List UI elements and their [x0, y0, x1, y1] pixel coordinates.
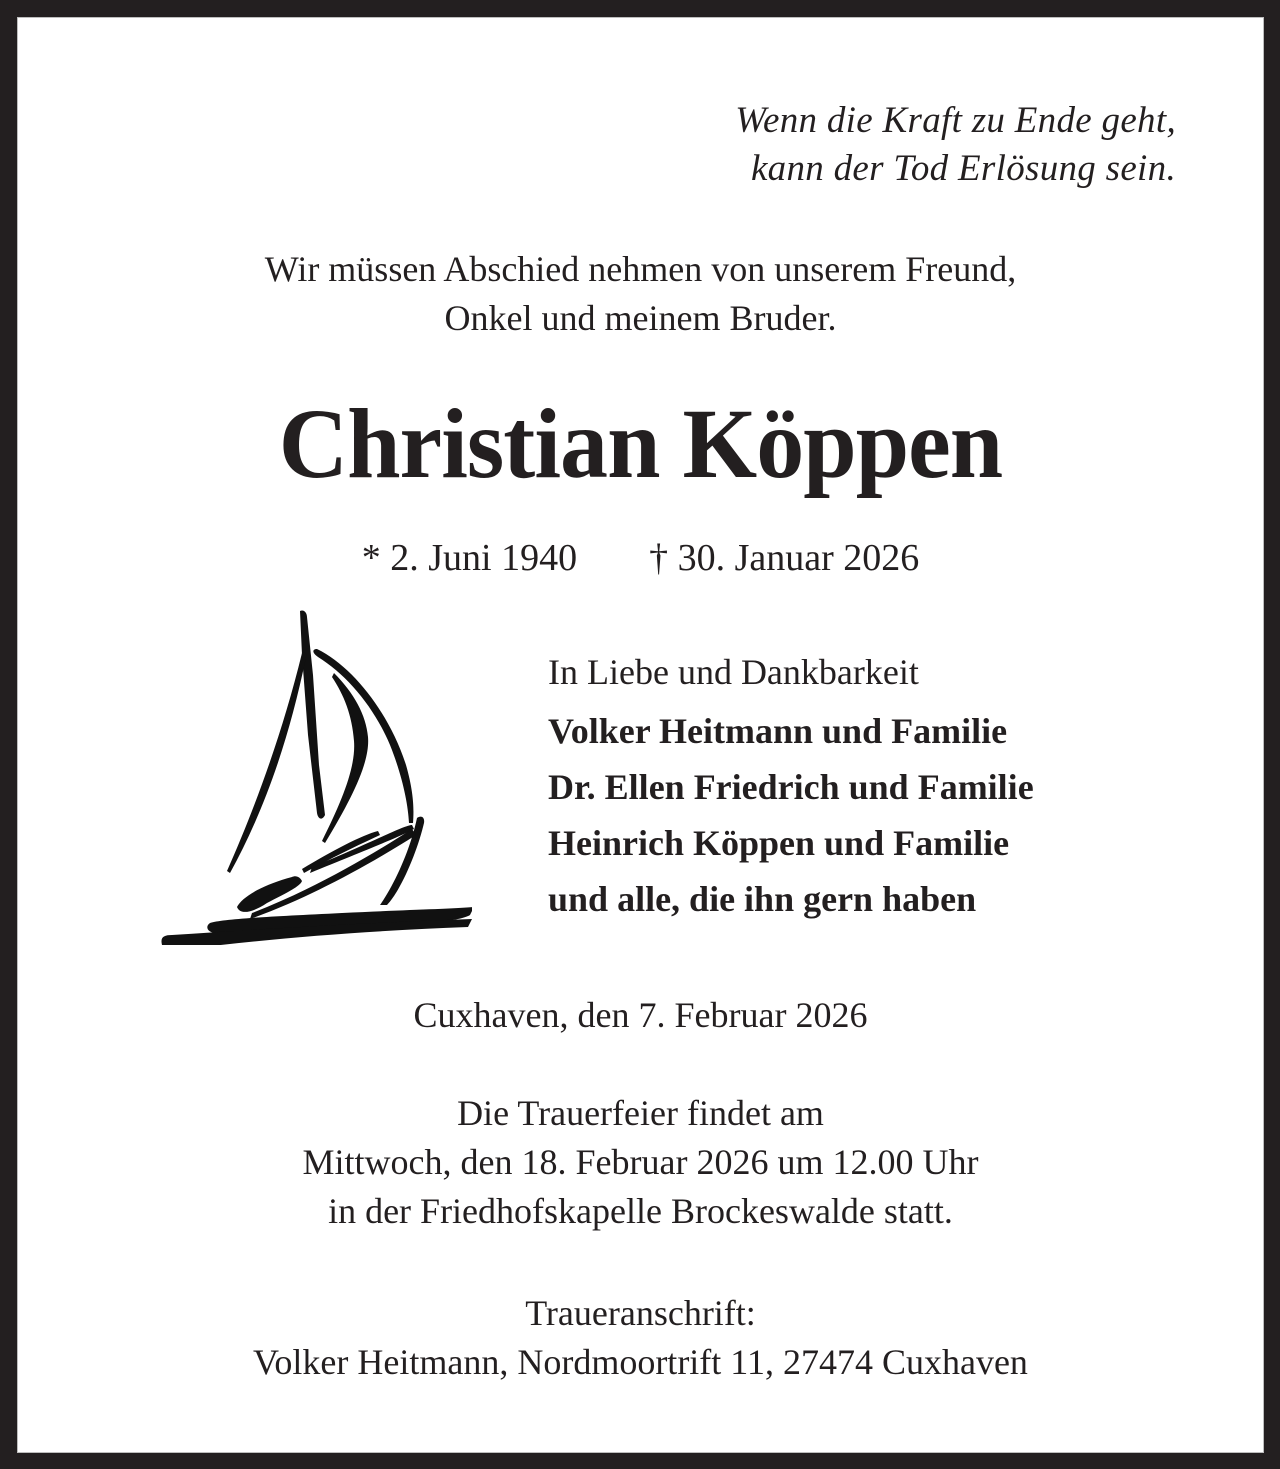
motto-quote	[735, 97, 1176, 193]
family-member: Dr. Ellen Friedrich und Familie	[548, 767, 1034, 807]
deceased-name: Christian Köppen	[278, 388, 1003, 499]
address-value: Volker Heitmann, Nordmoortrift 11, 27474 Cuxhaven	[253, 1342, 1028, 1382]
family-block	[548, 647, 1034, 927]
death-date: † 30. Januar 2026	[649, 537, 920, 579]
motto-line: Wenn die Kraft zu Ende geht,	[735, 100, 1176, 141]
intro-line: Onkel und meinem Bruder.	[444, 298, 837, 338]
address-label: Traueranschrift:	[525, 1293, 756, 1333]
family-member: Heinrich Köppen und Familie	[548, 823, 1010, 863]
place-date: Cuxhaven, den 7. Februar 2026	[413, 995, 868, 1035]
family-lead: In Liebe und Dankbarkeit	[548, 652, 919, 692]
sailboat-icon	[142, 605, 472, 945]
ceremony-line: Die Trauerfeier findet am	[457, 1093, 824, 1133]
ceremony-info	[17, 1089, 1264, 1236]
mourning-address	[17, 1289, 1264, 1387]
ceremony-line: in der Friedhofskapelle Brockeswalde statt.	[328, 1191, 953, 1231]
family-member: Volker Heitmann und Familie	[548, 711, 1008, 751]
intro-text	[17, 245, 1264, 343]
ceremony-line: Mittwoch, den 18. Februar 2026 um 12.00 Uhr	[302, 1142, 979, 1182]
motto-line: kann der Tod Erlösung sein.	[750, 148, 1176, 189]
intro-line: Wir müssen Abschied nehmen von unserem Freund,	[264, 249, 1017, 289]
life-dates	[17, 534, 1264, 582]
obituary-card	[17, 17, 1264, 1453]
family-member: und alle, die ihn gern haben	[548, 879, 977, 919]
birth-date: * 2. Juni 1940	[361, 537, 578, 579]
